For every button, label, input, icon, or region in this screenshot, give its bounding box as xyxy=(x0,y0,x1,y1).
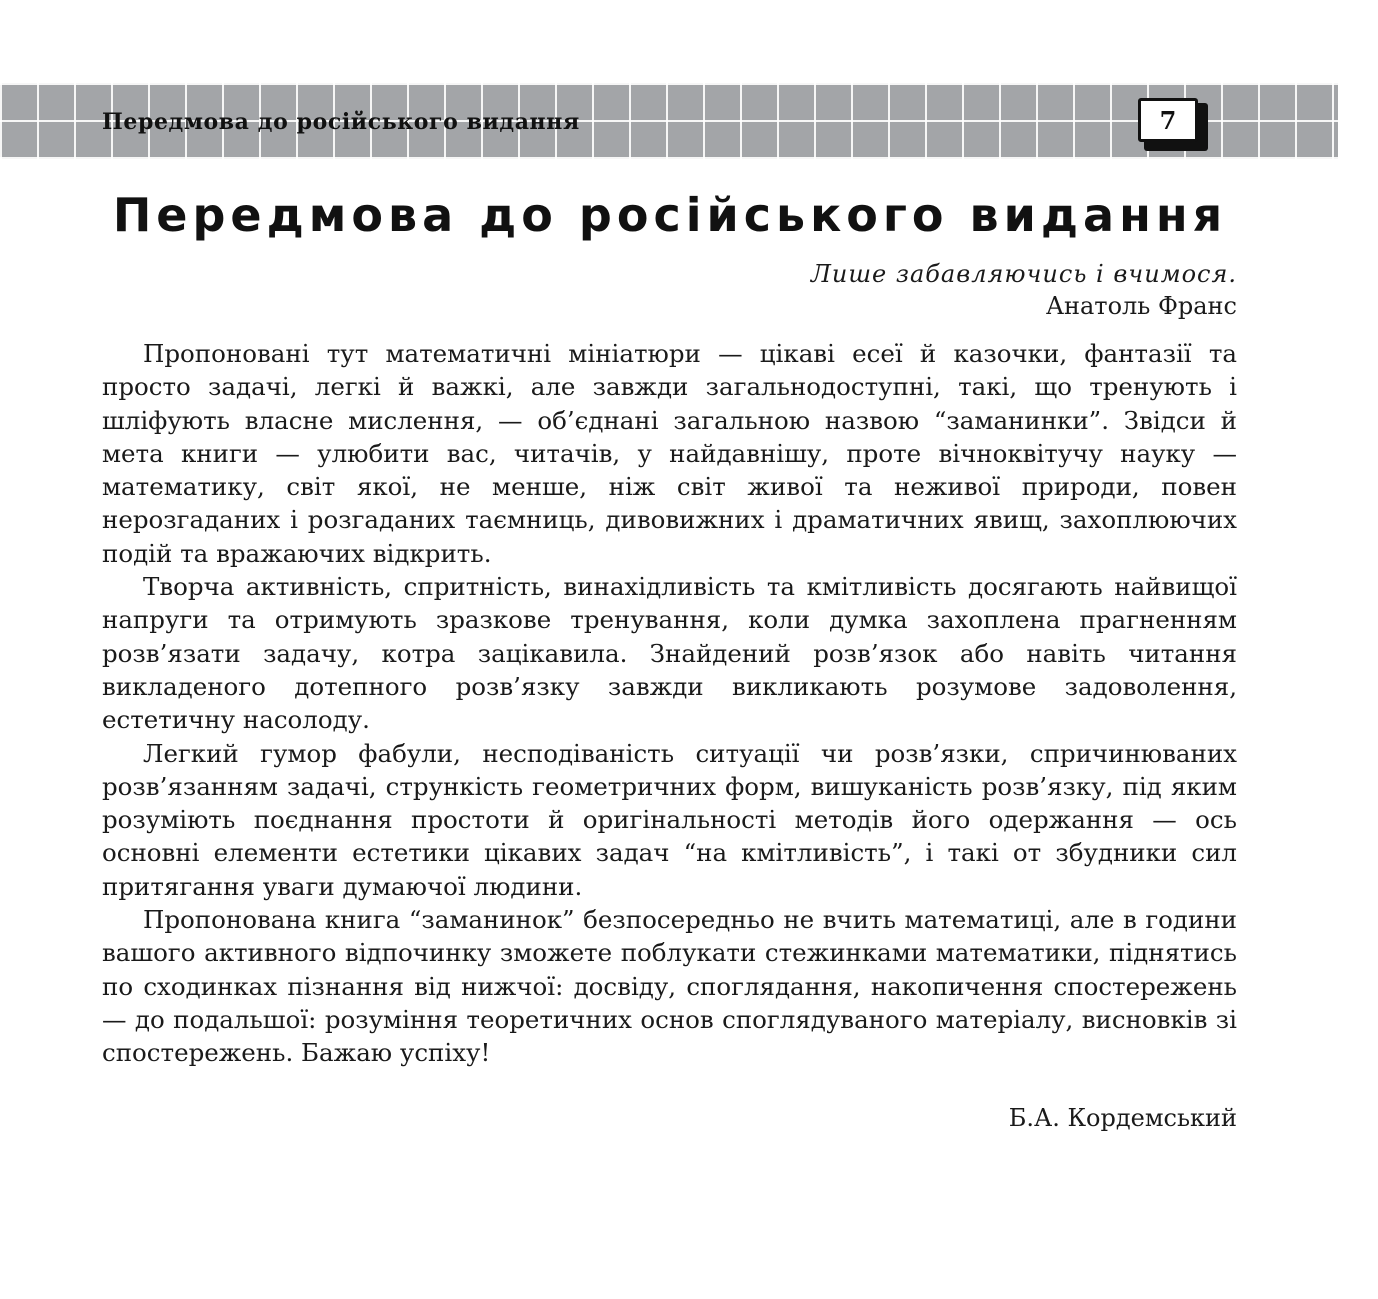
page-number: 7 xyxy=(1138,98,1198,142)
page-title: Передмова до російського видання xyxy=(112,188,1228,242)
body-text xyxy=(102,337,1237,1070)
paragraph-3: Легкий гумор фабули, несподіваність ситуації чи розв’язки, спричинюваних розв’язанням задачі, стрункість геометричних форм, вишуканість розв’язку, під яким розуміють поєднання простоти й оригінальності методів його одержання — ось основні елементи естетики цікавих задач “на кмітливість”, і такі от збудники сил притягання уваги думаючої людини. xyxy=(102,738,1237,901)
epigraph xyxy=(811,258,1237,322)
epigraph-author: Анатоль Франс xyxy=(1045,292,1237,320)
epigraph-quote: Лише забавляючись і вчимося. xyxy=(810,260,1237,288)
paragraph-1: Пропоновані тут математичні мініатюри — цікаві есеї й казочки, фантазії та просто задачі, легкі й важкі, але завжди загальнодоступні, такі, що тренують і шліфують власне мислення, — об’єднані загальною назвою “заманинки”. Звідси й мета книги — улюбити вас, читачів, у найдавнішу, проте вічноквітучу науку — математику, світ якої, не менше, ніж світ живої та неживої природи, повен нерозгаданих і розгаданих таємниць, дивовижних і драматичних явищ, захоплюючих подій та вражаючих відкрить. xyxy=(102,339,1237,568)
paragraph-2: Творча активність, спритність, винахідливість та кмітливість досягають найвищої напруги та отримують зразкове тренування, коли думка захоплена прагненням розв’язати задачу, котра зацікавила. Знайдений розв’язок або навіть читання викладеного дотепного розв’язку завжди викликають розумове задоволення, естетичну насолоду. xyxy=(102,572,1237,735)
paragraph-4: Пропонована книга “заманинок” безпосередньо не вчить математиці, але в години вашого активного відпочинку зможете поблукати стежинками математики, піднятись по сходинках пізнання від нижчої: досвіду, споглядання, накопичення спостережень — до подальшої: розуміння теоретичних основ споглядуваного матеріалу, висновків зі спостережень. Бажаю успіху! xyxy=(102,905,1237,1068)
signature: Б.А. Кордемський xyxy=(1008,1104,1237,1132)
running-head-title: Передмова до російського видання xyxy=(102,109,580,135)
